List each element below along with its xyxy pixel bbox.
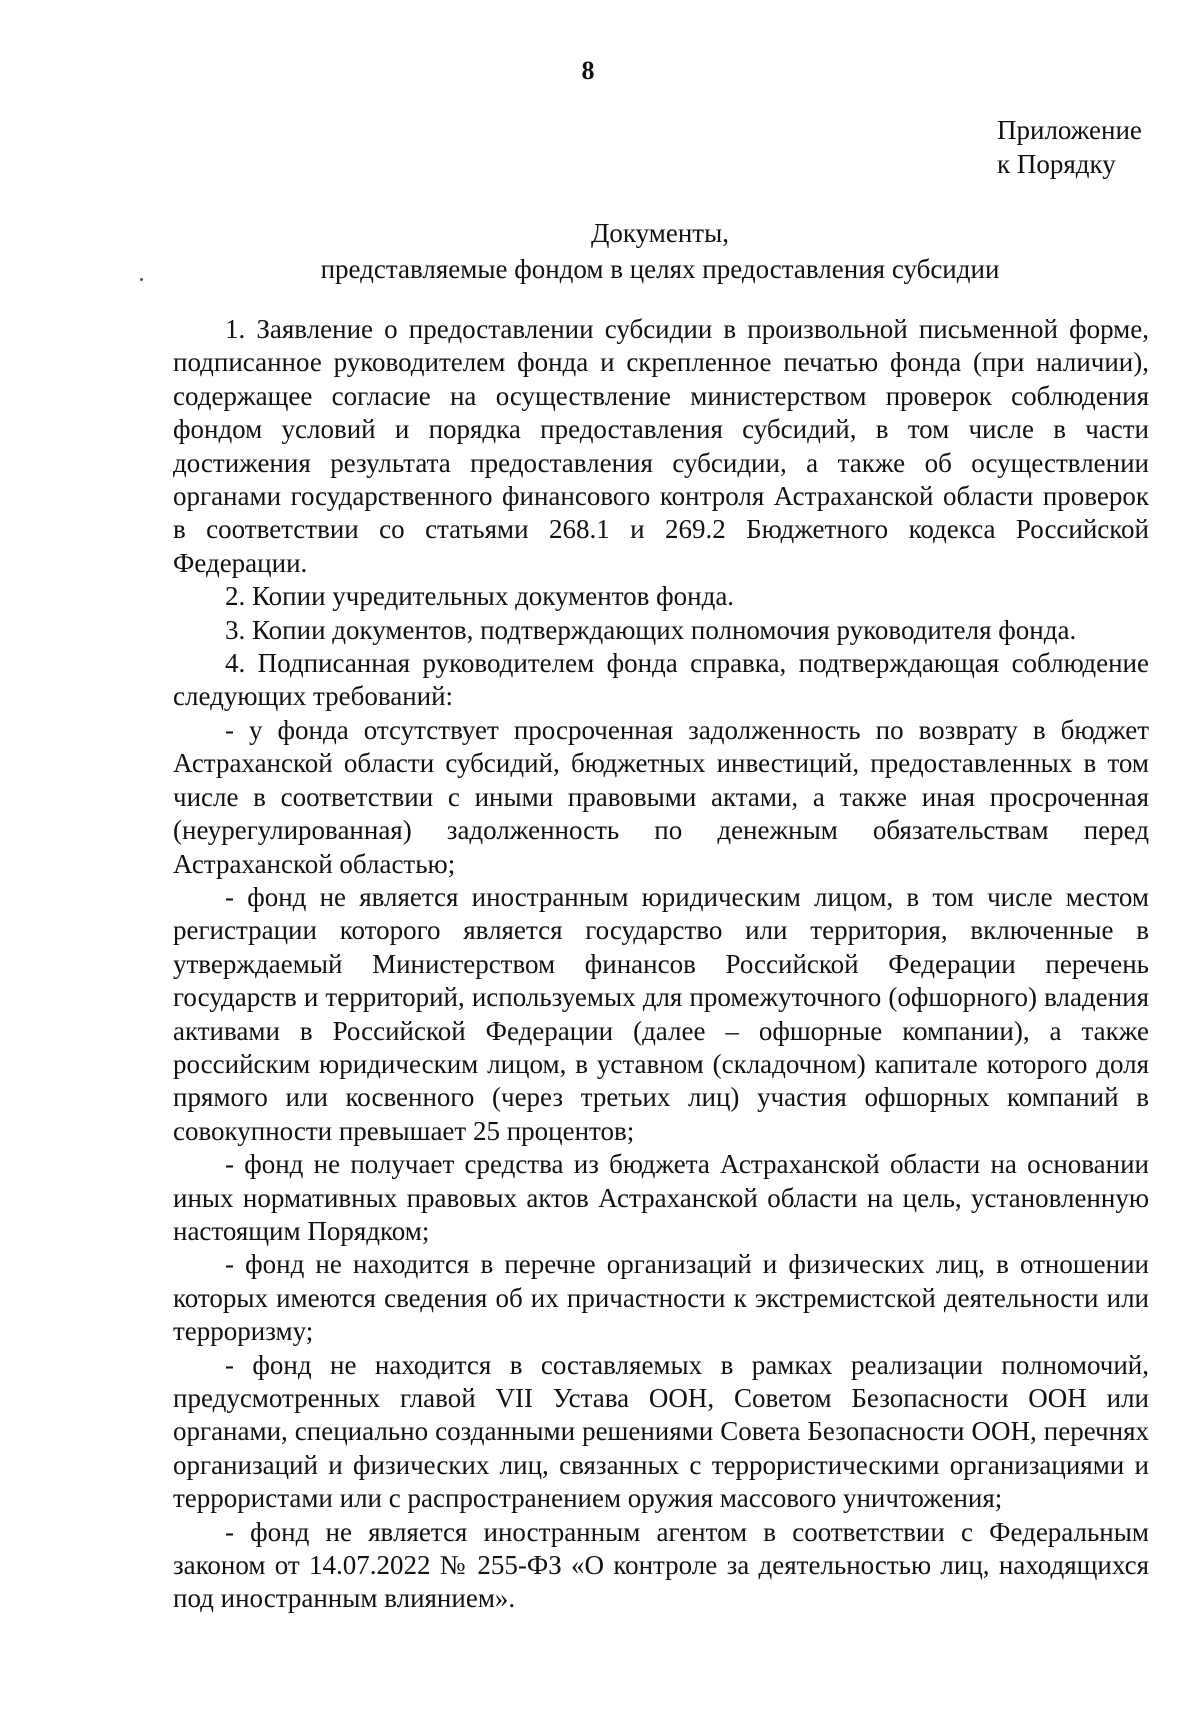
appendix-line-1: Приложение bbox=[997, 115, 1142, 145]
appendix-line-2: к Порядку bbox=[997, 149, 1116, 179]
requirement-not-un-list: - фонд не находится в составляемых в рамках реализации полномочий, предусмотренных главой VII Устава ООН, Советом Безопасности ООН или органами, специально созданными решениями Совета Безопасности ООН, перечнях организаций и физических лиц, связанных с террористическими организациями и террористами или с распространением оружия массового уничтожения; bbox=[173, 1349, 1149, 1514]
document-body bbox=[173, 313, 1149, 1616]
page-number: 8 bbox=[581, 56, 595, 85]
title-line-2: представляемые фондом в целях предоставления субсидии bbox=[320, 254, 1000, 284]
document-title bbox=[160, 215, 1160, 287]
title-line-1: Документы, bbox=[590, 218, 729, 248]
paragraph-item-1: 1. Заявление о предоставлении субсидии в произвольной письменной форме, подписанное руководителем фонда и скрепленное печатью фонда (при наличии), содержащее согласие на осуществление министерством проверок соблюдения фондом условий и порядка предоставления субсидий, в том числе в части достижения результата предоставления субсидии, а также об осуществлении органами государственного финансового контроля Астраханской области проверок в соответствии со статьями 268.1 и 269.2 Бюджетного кодекса Российской Федерации. bbox=[173, 314, 1149, 578]
paragraph-item-4: 4. Подписанная руководителем фонда справка, подтверждающая соблюдение следующих требований: bbox=[173, 648, 1149, 712]
requirement-no-debt: - у фонда отсутствует просроченная задолженность по возврату в бюджет Астраханской области субсидий, бюджетных инвестиций, предоставленных в том числе в соответствии с иными правовыми актами, а также иная просроченная (неурегулированная) задолженность по денежным обязательствам перед Астраханской областью; bbox=[173, 714, 1149, 879]
paragraph-item-2: 2. Копии учредительных документов фонда. bbox=[225, 581, 735, 612]
requirement-not-foreign-agent: - фонд не является иностранным агентом в соответствии с Федеральным законом от 14.07.2022 № 255-ФЗ «О контроле за деятельностью лиц, находящихся под иностранным влиянием». bbox=[173, 1516, 1149, 1614]
appendix-note bbox=[997, 113, 1142, 181]
requirement-no-other-funds: - фонд не получает средства из бюджета Астраханской области на основании иных нормативных правовых актов Астраханской области на цель, установленную настоящим Порядком; bbox=[173, 1149, 1149, 1246]
requirement-not-foreign-entity: - фонд не является иностранным юридическим лицом, в том числе местом регистрации которого является государство или территория, включенные в утверждаемый Министерством финансов Российской Федерации перечень государств и территорий, используемых для промежуточного (офшорного) владения активами в Российской Федерации (далее – офшорные компании), а также российским юридическим лицом, в уставном (складочном) капитале которого доля прямого или косвенного (через третьих лиц) участия офшорных компаний в совокупности превышает 25 процентов; bbox=[173, 881, 1149, 1146]
paragraph-item-3: 3. Копии документов, подтверждающих полномочия руководителя фонда. bbox=[225, 614, 1077, 645]
requirement-not-extremist-list: - фонд не находится в перечне организаций и физических лиц, в отношении которых имеются сведения об их причастности к экстремистской деятельности или терроризму; bbox=[173, 1249, 1149, 1347]
scan-speck bbox=[140, 278, 143, 281]
